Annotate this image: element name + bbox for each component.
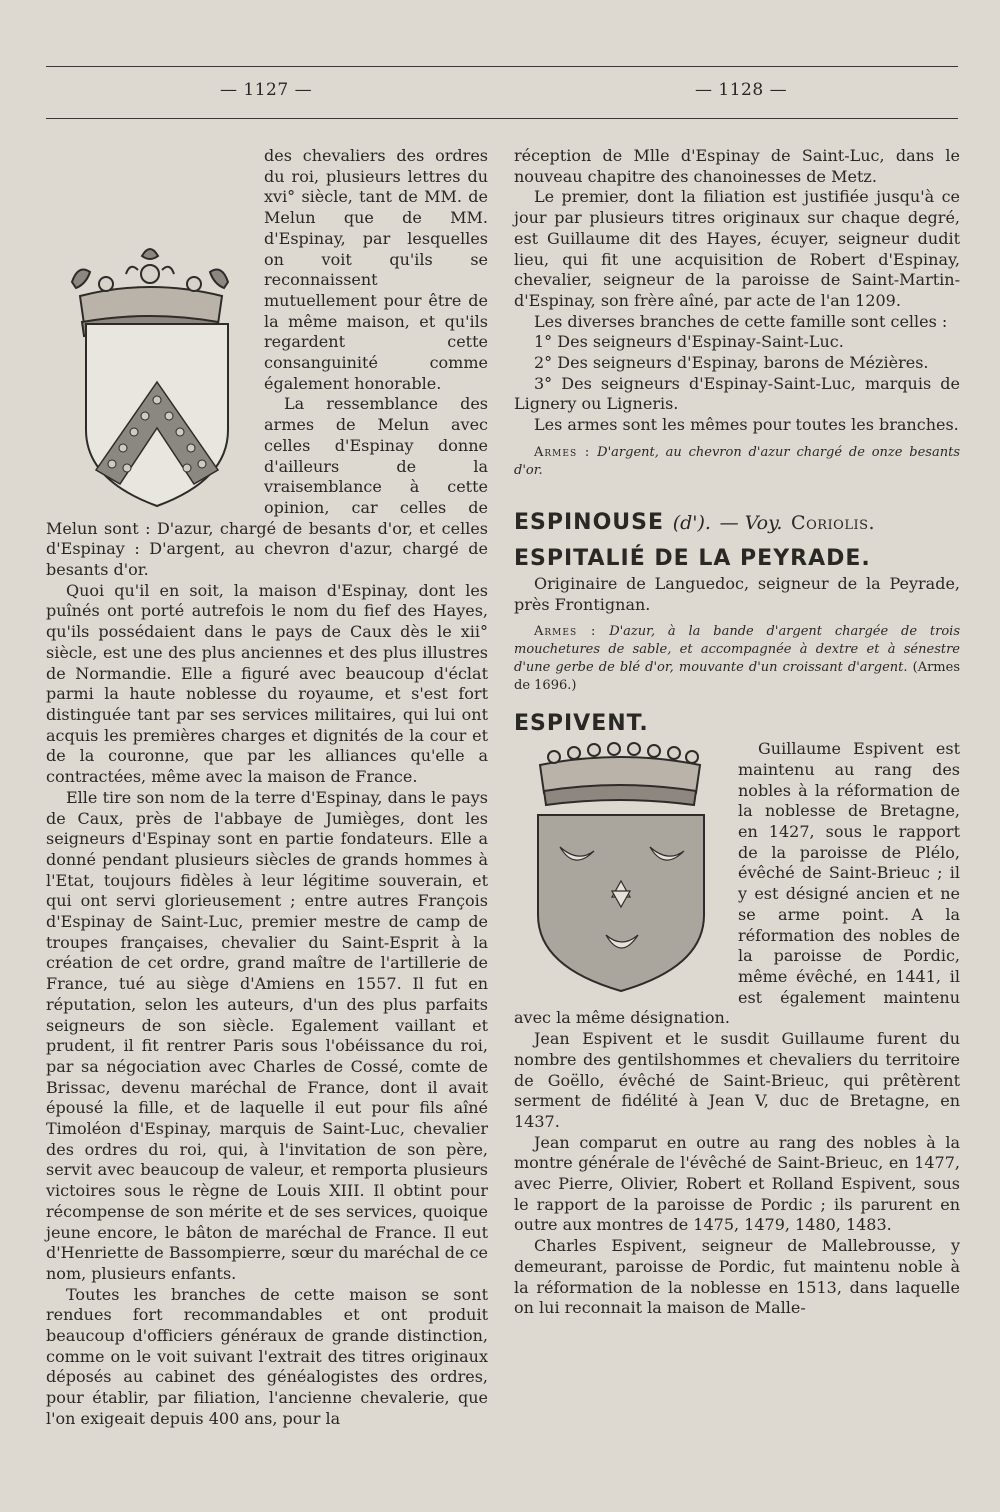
page-number-left: — 1127 — xyxy=(220,80,313,100)
arms-tail: (Armes de 1696.) xyxy=(514,660,960,694)
paragraph-right-7: Jean Espivent et le susdit Guillaume furent du nombre des gentilshommes et chevaliers du territoire de Goëllo, évêché de Saint-Brieuc, qui prêtèrent serment de fidélité à Jean V, duc de Bretagne, en 1437. xyxy=(514,1029,960,1131)
arms-text: D'argent, au chevron d'azur chargé de onze besants d'or. xyxy=(514,444,960,478)
column-right xyxy=(514,146,960,1319)
chevron-besants-shield-icon xyxy=(82,320,232,510)
paragraph-right-4: Les armes sont les mêmes pour toutes les branches. xyxy=(534,415,959,435)
arms-espitalie xyxy=(514,623,960,695)
column-left xyxy=(46,146,488,1430)
header-rule xyxy=(46,118,958,119)
crescents-star-shield-icon xyxy=(514,739,726,993)
paragraph-left-1: des chevaliers des ordres du roi, plusieurs lettres du xvi° siècle, tant de MM. de Melun que de MM. d'Espinay, par lesquelles on voit qu'ils se reconnaissent mutuellement pour être de la même maison, et qu'ils regardent cette consanguinité comme également honorable. xyxy=(264,146,488,393)
arms-label: Armes : xyxy=(534,624,597,640)
paragraph-right-6: Guillaume Espivent est maintenu au rang des nobles à la réformation de la noblesse de Bretagne, en 1427, sous le rapport de la paroisse de Plélo, évêché de Saint-Brieuc ; il y est désigné ancien et ne se arme point. A la réformation des nobles de la paroisse de Pordic, même évêché, en 1441, il est également maintenu avec la même désignation. xyxy=(514,739,960,1028)
branch-item-1: 1° Des seigneurs d'Espinay-Saint-Luc. xyxy=(534,332,844,352)
branch-item-3: 3° Des seigneurs d'Espinay-Saint-Luc, marquis de Lignery ou Ligneris. xyxy=(514,373,960,414)
heading-espivent: ESPIVENT. xyxy=(514,711,649,737)
paragraph-right-5: Originaire de Languedoc, seigneur de la Peyrade, près Frontignan. xyxy=(514,573,960,614)
paragraph-left-5: Toutes les branches de cette maison se sont rendues fort recommandables et ont produit beaucoup d'officiers généraux de grande distinction, comme on le voit suivant l'extrait des titres originaux déposés au cabinet des généalogistes des ordres, pour établir, par filiation, l'ancienne chevalerie, que l'on exigeait depuis 400 ans, pour la xyxy=(46,1284,488,1428)
branch-item-2: 2° Des seigneurs d'Espinay, barons de Mézières. xyxy=(534,353,929,373)
espivent-blazon xyxy=(514,739,726,993)
heading-name: ESPINOUSE xyxy=(514,509,665,535)
paragraph-right-9: Charles Espivent, seigneur de Mallebrousse, y demeurant, paroisse de Pordic, fut maintenu noble à la réformation de la noblesse en 1513, dans laquelle on lui reconnait la maison de Malle- xyxy=(514,1236,960,1318)
paragraph-right-1: réception de Mlle d'Espinay de Saint-Luc, dans le nouveau chapitre des chanoinesses de Metz. xyxy=(514,146,960,186)
heading-particle: (d'). xyxy=(672,511,711,534)
heading-voy: — Voy. xyxy=(719,511,783,534)
paragraph-right-8: Jean comparut en outre au rang des nobles à la montre générale de l'évêché de Saint-Brieuc, en 1477, avec Pierre, Olivier, Robert et Rolland Espivent, sous le rapport de la paroisse de Pordic ; ils parurent en outre aux montres de 1475, 1479, 1480, 1483. xyxy=(514,1132,960,1235)
arms-espinay xyxy=(514,444,960,480)
heading-espitalie: ESPITALIÉ DE LA PEYRADE. xyxy=(514,545,871,571)
paragraph-right-3: Les diverses branches de cette famille sont celles : xyxy=(534,311,948,331)
arms-text: D'azur, à la bande d'argent chargée de trois mouchetures de sable, et accompagnée à dextre et à sénestre d'une gerbe de blé d'or, mouvante d'un croissant d'argent. xyxy=(514,624,960,676)
espinay-blazon xyxy=(46,146,254,504)
page-number-right: — 1128 — xyxy=(695,80,788,100)
heading-espinouse xyxy=(514,508,960,538)
top-rule xyxy=(46,66,958,67)
heading-reference: Coriolis. xyxy=(791,511,876,534)
paragraph-right-2: Le premier, dont la filiation est justifiée jusqu'à ce jour par plusieurs titres originaux sur chaque degré, est Guillaume dit des Hayes, écuyer, seigneur dudit lieu, qui fit une acquisition de Robert d'Espinay, chevalier, seigneur de la paroisse de Saint-Martin-d'Espinay, son frère aîné, par acte de l'an 1209. xyxy=(514,187,960,310)
arms-label: Armes : xyxy=(534,444,591,460)
paragraph-left-2: La ressemblance des armes de Melun avec celles d'Espinay donne d'ailleurs de la vraisemblance à cette opinion, car celles de Melun sont : D'azur, chargé de besants d'or, et celles d'Espinay : D'argent, au chevron d'azur, chargé de besants d'or. xyxy=(46,394,488,580)
paragraph-left-3: Quoi qu'il en soit, la maison d'Espinay, dont les puînés ont porté autrefois le nom du fief des Hayes, qu'ils possédaient dans le pays de Caux dès le xii° siècle, est une des plus anciennes et des plus illustres de Normandie. Elle a figuré avec beaucoup d'éclat parmi la haute noblesse du royaume, et s'est fort distinguée tant par ses services militaires, qui lui ont acquis les premières charges et dignités de la cour et de la couronne, que par les alliances qu'elle a contractées, même avec la maison de France. xyxy=(46,580,488,787)
paragraph-left-4: Elle tire son nom de la terre d'Espinay, dans le pays de Caux, près de l'abbaye de Jumièges, dont les seigneurs d'Espinay sont en partie fondateurs. Elle a donné pendant plusieurs siècles de grands hommes à l'Etat, toujours fidèles à leur légitime souverain, et qui ont servi glorieusement ; entre autres François d'Espinay de Saint-Luc, premier mestre de camp de troupes françaises, chevalier du Saint-Esprit à la création de cet ordre, grand maître de l'artillerie de France, tué au siège d'Amiens en 1557. Il fut en réputation, selon les auteurs, d'un des plus parfaits seigneurs de son siècle. Egalement vaillant et prudent, il fit rentrer Paris sous l'obéissance du roi, par sa négociation avec Charles de Cossé, comte de Brissac, devenu maréchal de France, dont il avait épousé la fille, et de laquelle il eut pour fils aîné Timoléon d'Espinay, marquis de Saint-Luc, chevalier des ordres du roi, qui, à l'invitation de son père, servit avec beaucoup de valeur, et remporta plusieurs victoires sous le règne de Louis XIII. Il obtint pour récompense de son mérite et de ses services, quoique jeune encore, le bâton de maréchal de France. Il eut d'Henriette de Bassompierre, sœur du maréchal de ce nom, plusieurs enfants. xyxy=(46,787,488,1283)
